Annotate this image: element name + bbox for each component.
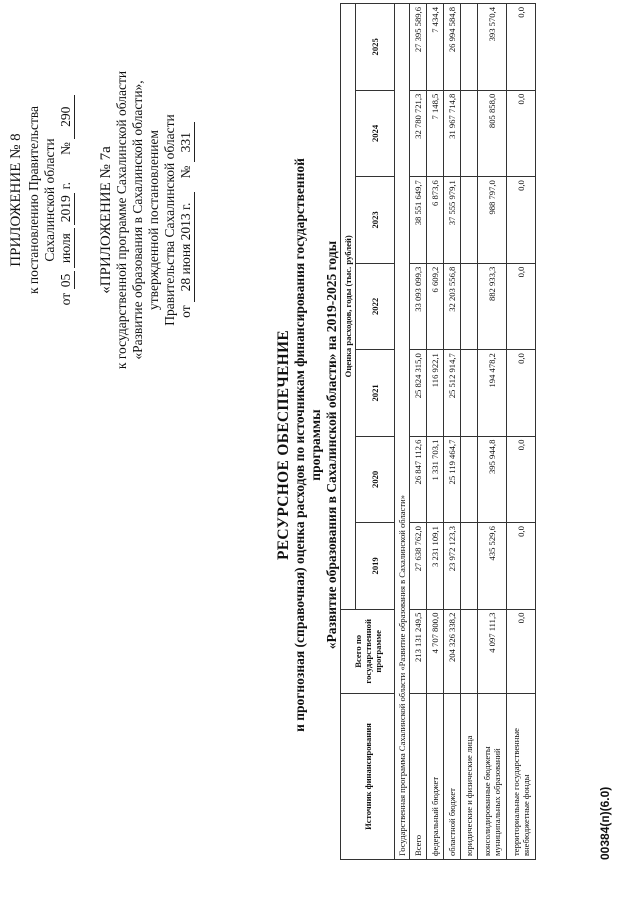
- value-cell: 27 638 762,0: [410, 523, 427, 609]
- appendix-8-line3: Сахалинской области: [42, 138, 57, 262]
- source-cell: консолидированные бюджеты муниципальных образований: [478, 694, 507, 860]
- funding-table: [340, 3, 536, 860]
- title-line1: РЕСУРСНОЕ ОБЕСПЕЧЕНИЕ: [275, 329, 292, 561]
- value-cell: [461, 436, 478, 522]
- value-cell: 0,0: [507, 263, 536, 349]
- total-cell: 4 097 111,3: [478, 609, 507, 693]
- total-cell: 4 707 800,0: [427, 609, 444, 693]
- table-row: [410, 4, 427, 860]
- value-cell: 194 478,2: [478, 350, 507, 436]
- table-row: [478, 4, 507, 860]
- value-cell: 0,0: [507, 350, 536, 436]
- doc-number: 290: [58, 95, 75, 139]
- value-cell: [461, 350, 478, 436]
- appendix-8-date-line: [58, 50, 75, 350]
- col-total-header: Всего по государственной программе: [341, 609, 395, 693]
- date: 28 июня 2013 г.: [178, 192, 195, 302]
- value-cell: 0,0: [507, 177, 536, 263]
- title-line2: и прогнозная (справочная) оценка расходов по источникам финансирования государственной программы: [292, 158, 323, 732]
- value-cell: 0,0: [507, 523, 536, 609]
- date-month: июля: [58, 228, 75, 268]
- value-cell: 805 858,0: [478, 90, 507, 176]
- value-cell: [461, 177, 478, 263]
- table-row: [507, 4, 536, 860]
- value-cell: 6 609,2: [427, 263, 444, 349]
- source-cell: юридические и физические лица: [461, 694, 478, 860]
- year-header: 2023: [356, 177, 395, 263]
- doc-number: 331: [178, 122, 195, 162]
- appendix-7a-date-line: [178, 40, 195, 400]
- value-cell: [461, 4, 478, 91]
- table-header-row: [341, 4, 356, 860]
- value-cell: 6 873,6: [427, 177, 444, 263]
- value-cell: 32 780 721,3: [410, 90, 427, 176]
- document-code: 00384(п)(6.0): [598, 786, 612, 860]
- appendix-7a-line5: Правительства Сахалинской области: [162, 114, 177, 326]
- appendix-7a-header: [98, 40, 195, 400]
- date-year: 2019: [58, 193, 75, 225]
- table-row: [427, 4, 444, 860]
- date-day: 05: [58, 271, 75, 289]
- value-cell: 23 972 123,3: [444, 523, 461, 609]
- date-prefix: от: [178, 305, 193, 318]
- value-cell: 0,0: [507, 436, 536, 522]
- total-cell: [461, 609, 478, 693]
- source-cell: областной бюджет: [444, 694, 461, 860]
- value-cell: 7 148,5: [427, 90, 444, 176]
- value-cell: [461, 523, 478, 609]
- year-header: 2019: [356, 523, 395, 609]
- appendix-7a-line3: «Развитие образования в Сахалинской области»,: [130, 80, 145, 360]
- title-line3: «Развитие образования в Сахалинской области» на 2019-2025 годы: [324, 240, 339, 650]
- date-suffix: г.: [58, 181, 73, 190]
- year-header: 2020: [356, 436, 395, 522]
- value-cell: 26 847 112,6: [410, 436, 427, 522]
- year-header: 2025: [356, 4, 395, 91]
- year-header: 2021: [356, 350, 395, 436]
- date-prefix: от: [58, 292, 73, 306]
- value-cell: 395 944,8: [478, 436, 507, 522]
- number-prefix: №: [58, 142, 73, 155]
- value-cell: 0,0: [507, 4, 536, 91]
- value-cell: 988 797,0: [478, 177, 507, 263]
- year-header: 2022: [356, 263, 395, 349]
- value-cell: 435 529,6: [478, 523, 507, 609]
- value-cell: 27 395 589,6: [410, 4, 427, 91]
- appendix-8-line2: к постановлению Правительства: [26, 105, 41, 295]
- value-cell: 25 824 315,0: [410, 350, 427, 436]
- appendix-7a-line2: к государственной программе Сахалинской области: [114, 70, 129, 370]
- value-cell: 25 512 914,7: [444, 350, 461, 436]
- value-cell: 37 555 979,1: [444, 177, 461, 263]
- source-cell: территориальные государственные внебюджетные фонды: [507, 694, 536, 860]
- year-header: 2024: [356, 90, 395, 176]
- program-row: [395, 4, 410, 860]
- value-cell: 0,0: [507, 90, 536, 176]
- value-cell: [461, 263, 478, 349]
- number-prefix: №: [178, 165, 193, 179]
- value-cell: 7 434,4: [427, 4, 444, 91]
- value-cell: 25 119 464,7: [444, 436, 461, 522]
- appendix-8-title: ПРИЛОЖЕНИЕ № 8: [8, 133, 24, 267]
- total-cell: 204 326 338,2: [444, 609, 461, 693]
- program-name: Государственная программа Сахалинской области «Развитие образования в Сахалинской области»: [395, 4, 410, 860]
- value-cell: 116 922,1: [427, 350, 444, 436]
- table-row: [461, 4, 478, 860]
- source-cell: федеральный бюджет: [427, 694, 444, 860]
- value-cell: 38 551 649,7: [410, 177, 427, 263]
- value-cell: 882 933,3: [478, 263, 507, 349]
- value-cell: 31 967 714,8: [444, 90, 461, 176]
- value-cell: 26 994 584,8: [444, 4, 461, 91]
- value-cell: [461, 90, 478, 176]
- total-cell: 213 131 249,5: [410, 609, 427, 693]
- appendix-8-header: [8, 50, 75, 350]
- table-row: [444, 4, 461, 860]
- document-title: [276, 125, 340, 765]
- value-cell: 32 203 556,8: [444, 263, 461, 349]
- col-source-header: Источник финансирования: [341, 694, 395, 860]
- source-cell: Всего: [410, 694, 427, 860]
- value-cell: 33 093 099,3: [410, 263, 427, 349]
- total-cell: 0,0: [507, 609, 536, 693]
- appendix-7a-line4: утвержденной постановлением: [146, 130, 161, 310]
- value-cell: 3 231 109,1: [427, 523, 444, 609]
- col-group-header: Оценка расходов, годы (тыс. рублей): [341, 4, 356, 610]
- value-cell: 393 570,4: [478, 4, 507, 91]
- appendix-7a-title: «ПРИЛОЖЕНИЕ № 7а: [98, 146, 114, 294]
- value-cell: 1 331 703,1: [427, 436, 444, 522]
